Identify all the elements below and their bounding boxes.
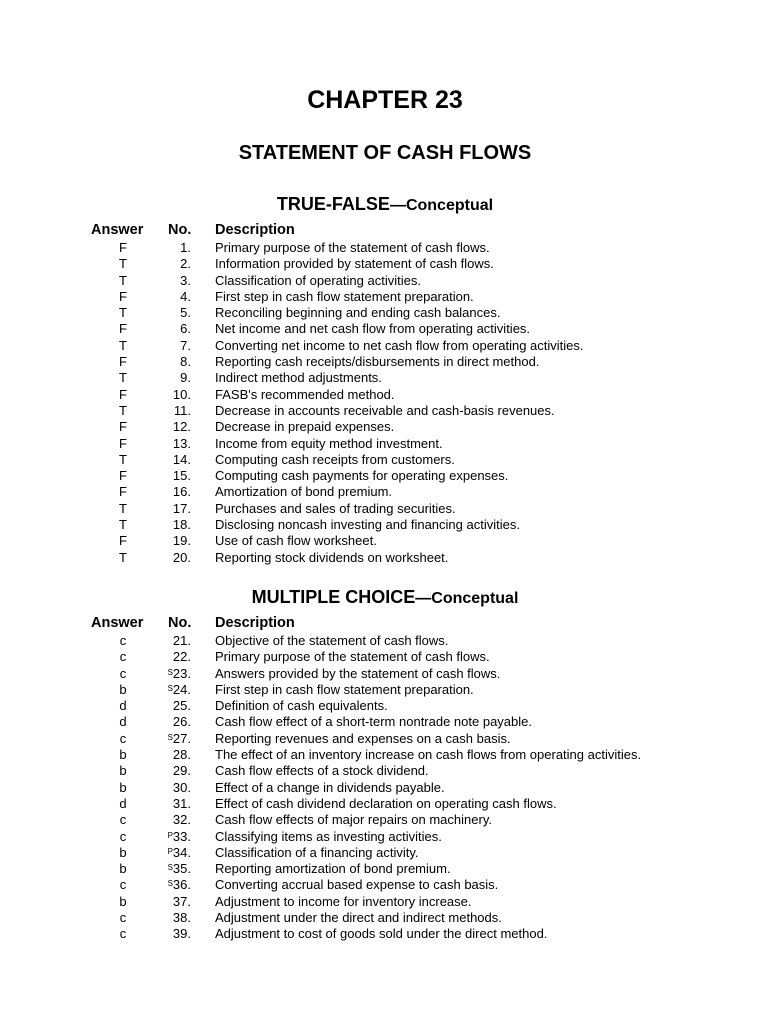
question-number: 34.	[172, 844, 191, 860]
section-heading: MULTIPLE CHOICE	[251, 587, 416, 607]
answer-cell: F	[119, 240, 127, 255]
table-row	[0, 403, 770, 419]
description-cell: Income from equity method investment.	[215, 435, 443, 451]
table-row	[0, 910, 770, 926]
answer-cell: T	[119, 451, 127, 467]
table-row	[0, 436, 770, 452]
question-number: 3.	[180, 272, 191, 288]
question-number: 26.	[172, 714, 191, 730]
description-cell: Decrease in prepaid expenses.	[215, 419, 395, 435]
answer-cell: T	[119, 370, 127, 386]
section-subheading: —Conceptual	[415, 590, 519, 607]
question-number: 7.	[180, 337, 191, 353]
question-number-cell	[150, 910, 191, 926]
answer-cell: b	[119, 681, 127, 697]
question-number: 12.	[172, 419, 191, 435]
answer-cell: F	[119, 419, 127, 435]
answer-cell: T	[119, 256, 127, 272]
question-number-cell	[150, 289, 191, 305]
question-number-cell	[150, 370, 191, 386]
table-row	[0, 714, 770, 730]
question-number-cell	[150, 747, 191, 763]
description-cell: FASB's recommended method.	[215, 386, 395, 402]
table-row	[0, 926, 770, 942]
answer-cell: F	[119, 354, 127, 370]
answer-cell: T	[119, 500, 127, 516]
question-number: 36.	[172, 877, 191, 893]
question-number-cell	[150, 698, 191, 714]
table-row	[0, 419, 770, 435]
description-cell: Cash flow effects of major repairs on machinery.	[215, 812, 492, 828]
description-cell: Definition of cash equivalents.	[215, 698, 388, 714]
table-row	[0, 240, 770, 256]
answer-cell: b	[119, 779, 127, 795]
description-cell: Amortization of bond premium.	[215, 484, 393, 500]
answer-cell: c	[119, 665, 127, 681]
question-number: 28.	[172, 747, 191, 763]
table-row	[0, 533, 770, 549]
description-column-header: Description	[215, 222, 295, 238]
description-cell: Effect of a change in dividends payable.	[215, 779, 445, 795]
description-column-header: Description	[215, 615, 295, 631]
answer-cell: c	[119, 877, 127, 893]
question-number: 23.	[172, 665, 191, 681]
description-cell: Cash flow effects of a stock dividend.	[215, 763, 429, 779]
question-number-cell	[150, 273, 191, 289]
question-number-cell	[150, 550, 191, 566]
table-row	[0, 894, 770, 910]
question-number: 22.	[172, 649, 191, 665]
question-source-marker: S	[167, 879, 173, 889]
question-number-cell	[150, 321, 191, 337]
question-number: 13.	[172, 435, 191, 451]
question-number-cell	[150, 633, 191, 649]
question-number-cell	[150, 796, 191, 812]
question-number: 21.	[172, 633, 191, 648]
table-row	[0, 731, 770, 747]
answer-cell: c	[119, 910, 127, 926]
question-number-cell	[150, 468, 191, 484]
question-number-cell	[150, 861, 191, 877]
question-number-cell	[150, 666, 191, 682]
description-cell: Answers provided by the statement of cash flows.	[215, 665, 501, 681]
answer-cell: b	[119, 861, 127, 877]
document-title: STATEMENT OF CASH FLOWS	[238, 142, 532, 164]
question-number: 2.	[180, 256, 191, 272]
answer-cell: F	[119, 468, 127, 484]
answer-cell: b	[119, 844, 127, 860]
description-cell: The effect of an inventory increase on cash flows from operating activities.	[215, 747, 642, 763]
answer-cell: b	[119, 893, 127, 909]
question-number-cell	[150, 256, 191, 272]
answer-cell: d	[119, 795, 127, 811]
question-number-cell	[150, 484, 191, 500]
table-row	[0, 387, 770, 403]
question-source-marker: P	[167, 830, 173, 840]
question-number-cell	[150, 649, 191, 665]
answer-cell: F	[119, 435, 127, 451]
question-number: 27.	[172, 730, 191, 746]
table-header	[0, 615, 770, 633]
question-number-cell	[150, 714, 191, 730]
question-source-marker: S	[167, 667, 173, 677]
table-row	[0, 812, 770, 828]
question-number-cell	[150, 403, 191, 419]
table-row	[0, 763, 770, 779]
question-number-cell	[150, 501, 191, 517]
table-row	[0, 484, 770, 500]
question-number-cell	[150, 812, 191, 828]
table-row	[0, 682, 770, 698]
question-number-cell	[150, 894, 191, 910]
answer-cell: F	[119, 386, 127, 402]
number-column-header: No.	[168, 222, 192, 238]
answer-cell: c	[119, 926, 127, 942]
question-number-cell	[150, 780, 191, 796]
question-number: 39.	[172, 926, 191, 942]
question-number: 19.	[172, 533, 191, 549]
question-number-cell	[150, 731, 191, 747]
table-header	[0, 222, 770, 240]
description-cell: Adjustment to income for inventory increase.	[215, 893, 472, 909]
answer-cell: T	[119, 337, 127, 353]
description-cell: Adjustment under the direct and indirect methods.	[215, 910, 502, 926]
question-number: 9.	[180, 370, 191, 386]
question-number: 10.	[172, 386, 191, 402]
question-number: 18.	[172, 517, 191, 533]
table-row	[0, 305, 770, 321]
table-row	[0, 370, 770, 386]
table-row	[0, 338, 770, 354]
question-number-cell	[150, 452, 191, 468]
description-cell: Cash flow effect of a short-term nontrade note payable.	[215, 714, 532, 730]
question-source-marker: S	[167, 683, 173, 693]
table-row	[0, 829, 770, 845]
table-row	[0, 877, 770, 893]
answer-cell: d	[119, 714, 127, 730]
table-row	[0, 256, 770, 272]
description-cell: Effect of cash dividend declaration on operating cash flows.	[215, 795, 557, 811]
question-number: 33.	[172, 828, 191, 844]
answer-cell: T	[119, 517, 127, 533]
question-number: 16.	[172, 484, 191, 500]
question-number: 30.	[172, 779, 191, 795]
question-number-cell	[150, 845, 191, 861]
question-number-cell	[150, 387, 191, 403]
answer-cell: T	[119, 402, 127, 418]
description-cell: First step in cash flow statement preparation.	[215, 681, 474, 697]
answer-cell: c	[119, 730, 127, 746]
true-false-table	[0, 222, 770, 566]
answer-cell: c	[119, 828, 127, 844]
answer-cell: d	[119, 698, 127, 714]
answer-cell: c	[119, 812, 127, 828]
question-number: 17.	[172, 500, 191, 516]
description-cell: Decrease in accounts receivable and cash-basis revenues.	[215, 402, 555, 418]
true-false-section-title	[0, 193, 770, 215]
chapter-heading: CHAPTER 23	[307, 86, 463, 114]
question-number-cell	[150, 338, 191, 354]
table-row	[0, 354, 770, 370]
question-number: 25.	[172, 698, 191, 714]
question-number-cell	[150, 305, 191, 321]
table-row	[0, 747, 770, 763]
description-cell: Adjustment to cost of goods sold under the direct method.	[215, 926, 548, 942]
table-row	[0, 698, 770, 714]
description-cell: Reporting revenues and expenses on a cash basis.	[215, 730, 511, 746]
table-row	[0, 780, 770, 796]
answer-cell: b	[119, 747, 127, 763]
question-number: 15.	[172, 468, 191, 484]
answer-cell: F	[119, 484, 127, 500]
answer-cell: c	[119, 649, 127, 665]
question-number: 8.	[180, 354, 191, 370]
table-row	[0, 452, 770, 468]
table-row	[0, 796, 770, 812]
description-cell: Classification of operating activities.	[215, 272, 421, 288]
description-cell: Converting net income to net cash flow from operating activities.	[215, 337, 584, 353]
description-cell: Disclosing noncash investing and financing activities.	[215, 517, 520, 533]
multiple-choice-table	[0, 615, 770, 943]
question-number: 24.	[172, 681, 191, 697]
question-number-cell	[150, 354, 191, 370]
description-cell: First step in cash flow statement preparation.	[215, 288, 474, 304]
description-cell: Converting accrual based expense to cash basis.	[215, 877, 499, 893]
answer-cell: F	[119, 288, 127, 304]
description-cell: Net income and net cash flow from operating activities.	[215, 321, 531, 337]
answer-column-header: Answer	[91, 222, 144, 238]
question-number-cell	[150, 517, 191, 533]
question-number: 5.	[180, 305, 191, 321]
table-row	[0, 845, 770, 861]
question-number-cell	[150, 682, 191, 698]
question-number: 37.	[172, 893, 191, 909]
question-number-cell	[150, 926, 191, 942]
description-cell: Classifying items as investing activities.	[215, 828, 442, 844]
question-number-cell	[150, 877, 191, 893]
question-source-marker: S	[167, 732, 173, 742]
section-heading: TRUE-FALSE	[276, 194, 390, 214]
table-body	[0, 633, 770, 943]
question-number-cell	[150, 436, 191, 452]
description-cell: Computing cash receipts from customers.	[215, 451, 455, 467]
answer-column-header: Answer	[91, 615, 144, 631]
description-cell: Reporting stock dividends on worksheet.	[215, 549, 449, 565]
description-cell: Use of cash flow worksheet.	[215, 533, 377, 549]
section-subheading: —Conceptual	[389, 197, 494, 214]
table-row	[0, 289, 770, 305]
question-source-marker: S	[167, 863, 173, 873]
question-number: 32.	[172, 812, 191, 828]
description-cell: Information provided by statement of cash flows.	[215, 256, 494, 272]
table-row	[0, 501, 770, 517]
description-cell: Indirect method adjustments.	[215, 370, 382, 386]
table-body	[0, 240, 770, 566]
description-cell: Computing cash payments for operating expenses.	[215, 468, 509, 484]
table-row	[0, 666, 770, 682]
table-row	[0, 861, 770, 877]
question-source-marker: P	[167, 846, 173, 856]
question-number: 1.	[180, 240, 191, 255]
multiple-choice-section-title	[0, 586, 770, 608]
description-cell: Purchases and sales of trading securities.	[215, 500, 456, 516]
description-cell: Reconciling beginning and ending cash balances.	[215, 305, 501, 321]
answer-cell: b	[119, 763, 127, 779]
table-row	[0, 633, 770, 649]
table-row	[0, 649, 770, 665]
question-number: 4.	[180, 288, 191, 304]
table-row	[0, 550, 770, 566]
answer-cell: c	[119, 633, 127, 648]
answer-cell: F	[119, 321, 127, 337]
table-row	[0, 321, 770, 337]
description-cell: Classification of a financing activity.	[215, 844, 419, 860]
description-cell: Reporting cash receipts/disbursements in direct method.	[215, 354, 540, 370]
answer-cell: F	[119, 533, 127, 549]
question-number: 38.	[172, 910, 191, 926]
table-row	[0, 468, 770, 484]
question-number: 29.	[172, 763, 191, 779]
table-row	[0, 517, 770, 533]
answer-cell: T	[119, 272, 127, 288]
question-number: 31.	[172, 795, 191, 811]
answer-cell: T	[119, 549, 127, 565]
question-number-cell	[150, 763, 191, 779]
question-number-cell	[150, 240, 191, 256]
table-row	[0, 273, 770, 289]
question-number: 14.	[172, 451, 191, 467]
description-cell: Objective of the statement of cash flows.	[215, 633, 449, 648]
question-number-cell	[150, 419, 191, 435]
description-cell: Primary purpose of the statement of cash flows.	[215, 649, 490, 665]
question-number: 35.	[172, 861, 191, 877]
answer-cell: T	[119, 305, 127, 321]
question-number: 20.	[172, 549, 191, 565]
question-number-cell	[150, 829, 191, 845]
description-cell: Primary purpose of the statement of cash flows.	[215, 240, 490, 255]
description-cell: Reporting amortization of bond premium.	[215, 861, 451, 877]
question-number: 11.	[173, 402, 191, 418]
question-number: 6.	[180, 321, 191, 337]
number-column-header: No.	[168, 615, 192, 631]
question-number-cell	[150, 533, 191, 549]
